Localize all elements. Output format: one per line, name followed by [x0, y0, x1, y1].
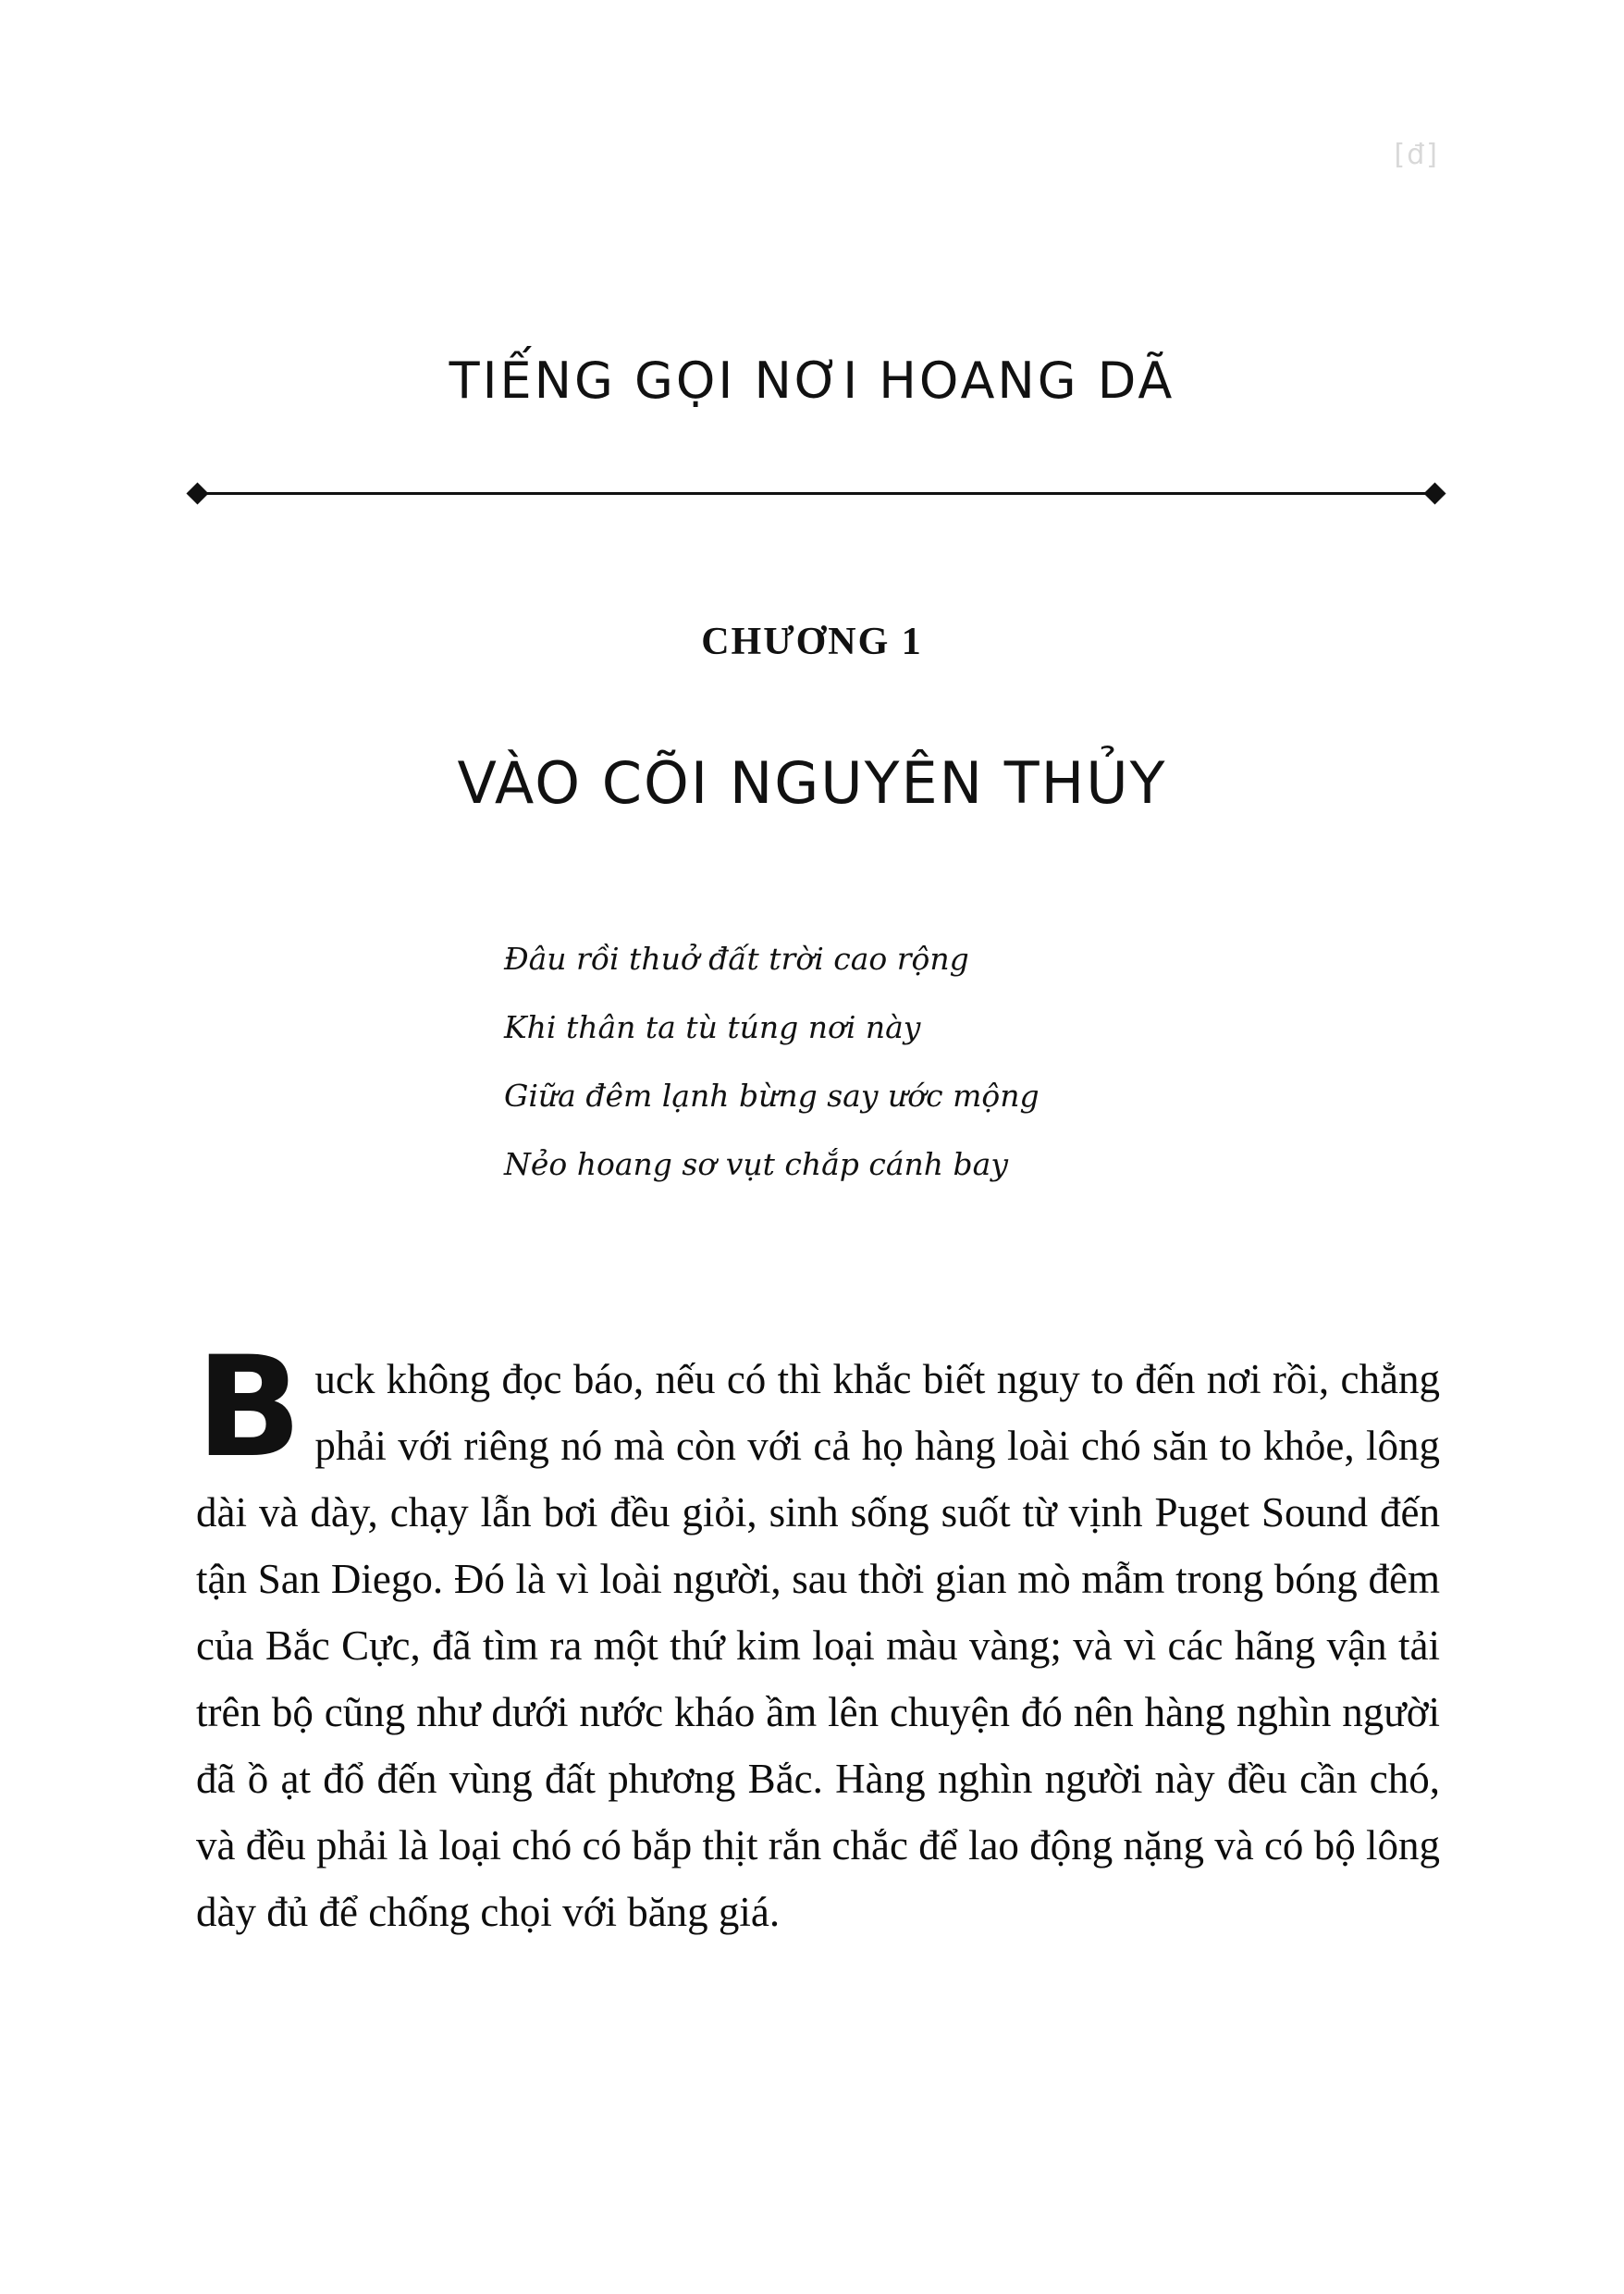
decorative-rule — [190, 481, 1443, 505]
rule-line — [199, 492, 1433, 495]
epigraph-line: Đâu rồi thuở đất trời cao rộng — [504, 941, 969, 977]
chapter-label: CHƯƠNG 1 — [701, 621, 923, 663]
running-head: TIẾNG GỌI NƠI HOANG DÃ — [449, 352, 1175, 410]
epigraph-poem — [504, 925, 1207, 1199]
body-text — [196, 1327, 1440, 1945]
chapter-title: VÀO CÕI NGUYÊN THỦY — [457, 749, 1167, 817]
diamond-right-icon — [1423, 482, 1446, 504]
drop-cap: B — [196, 1327, 302, 1488]
page-corner-mark: [đ] — [1394, 139, 1439, 171]
body-paragraph — [196, 1327, 1440, 1945]
epigraph-line: Nẻo hoang sơ vụt chắp cánh bay — [504, 1146, 1008, 1182]
body-paragraph-text: uck không đọc báo, nếu có thì khắc biết nguy to đến nơi rồi, chẳng phải với riêng nó mà còn với cả họ hàng loài chó săn to khỏe, lông dài và dày, chạy lẫn bơi đều giỏi, sinh sống suốt từ vịnh Puget Sound đến tận San Diego. Đó là vì loài người, sau thời gian mò mẫm trong bóng đêm của Bắc Cực, đã tìm ra một thứ kim loại màu vàng; và vì các hãng vận tải trên bộ cũng như dưới nước kháo ầm lên chuyện đó nên hàng nghìn người đã ồ ạt đổ đến vùng đất phương Bắc. Hàng nghìn người này đều cần chó, và đều phải là loại chó có bắp thịt rắn chắc để lao động nặng và có bộ lông dày đủ để chống chọi với băng giá. — [196, 1356, 1440, 1935]
epigraph-line: Khi thân ta tù túng nơi này — [504, 1009, 921, 1045]
epigraph-line: Giữa đêm lạnh bừng say ước mộng — [504, 1078, 1040, 1114]
